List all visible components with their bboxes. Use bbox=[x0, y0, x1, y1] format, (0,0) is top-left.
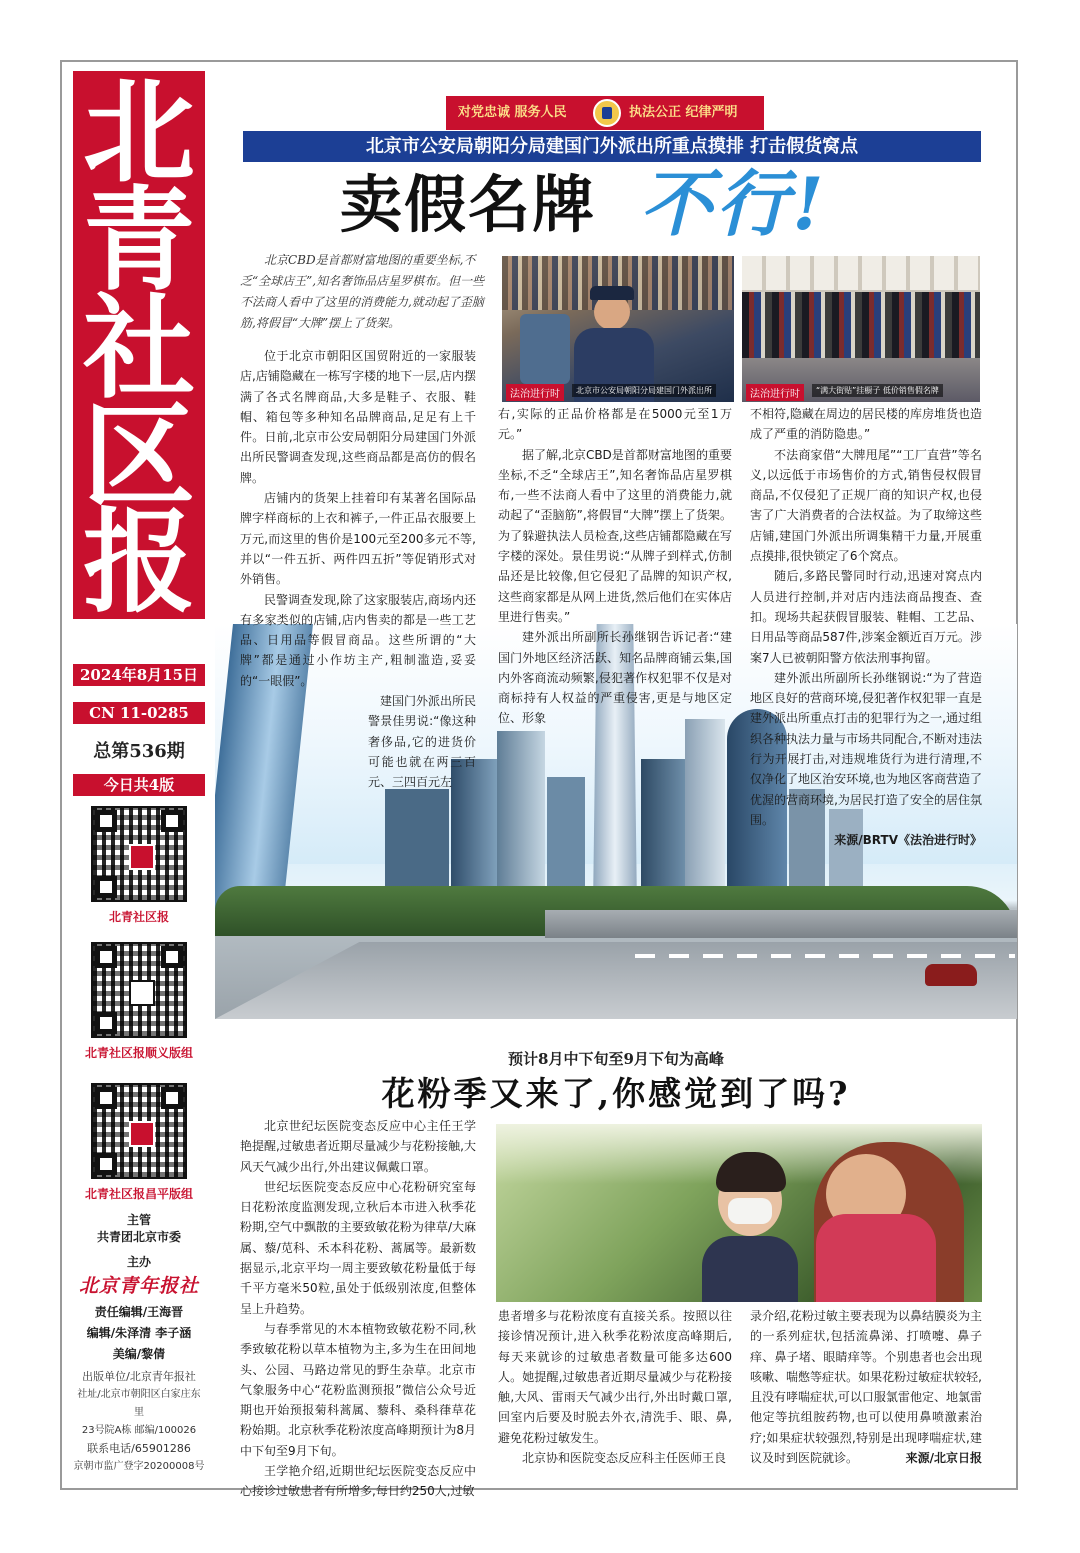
supervisor-label: 主管 bbox=[126, 1213, 151, 1227]
cn-number: CN 11-0285 bbox=[73, 702, 205, 724]
masthead-logo bbox=[73, 67, 205, 628]
clothing-store-photo bbox=[742, 256, 980, 402]
qr-block bbox=[73, 1083, 205, 1202]
pollen-column-2 bbox=[498, 1306, 732, 1468]
paragraph: 患者增多与花粉浓度有直接关系。按照以往接诊情况预计,进入秋季花粉浓度高峰期后,每天来就诊的过敏患者数量可能多达600人。她提醒,过敏患者近期尽量减少与花粉接触,大风、雷雨天气减少出行,外出时戴口罩,回室内后要及时脱去外衣,清洗手、眼、鼻,避免花粉过敏发生。 bbox=[498, 1309, 732, 1445]
qr-code[interactable] bbox=[91, 1083, 187, 1179]
paragraph: 建外派出所副所长孙继钢告诉记者:“建国门外地区经济活跃、知名品牌商铺云集,国内外客商流动频繁,侵犯著作权犯罪不仅是对商标持有人权益的严重侵害,更是与地区定位、形象 bbox=[498, 630, 732, 726]
police-banner bbox=[446, 96, 764, 130]
masthead-char: 区 bbox=[83, 391, 195, 522]
article-source: 来源/北京日报 bbox=[905, 1451, 982, 1466]
paragraph: 建国门外派出所民警景佳男说:“像这种奢侈品,它的进货价可能也就在两三百元、三四百元左 bbox=[368, 694, 477, 790]
masthead-char: 社 bbox=[83, 283, 195, 414]
photo-tag: 法治进行时 bbox=[506, 384, 564, 401]
paragraph: 建外派出所副所长孙继钢说:“为了营造地区良好的营商环境,侵犯著作权犯罪一直是建外派出所重点打击的犯罪行为之一,通过组织各种执法力量与市场共同配合,不断对违法行为开展打击,对违规堆货行为进行清理,不仅净化了地区治安环境,也为地区客商营造了优渥的营商环境,为居民打造了安全的居住氛围。 bbox=[750, 670, 982, 827]
issue-date: 2024年8月15日 bbox=[73, 664, 205, 686]
license: 京朝市监广登字20200008号 bbox=[73, 1461, 205, 1472]
paragraph: 北京世纪坛医院变态反应中心主任王学艳提醒,过敏患者近期尽量减少与花粉接触,大风天气减少出行,外出建议佩戴口罩。 bbox=[240, 1119, 476, 1174]
banner-slogan-left: 对党忠诚 服务人民 bbox=[458, 105, 567, 120]
qr-block bbox=[73, 806, 205, 925]
address-line: 23号院A栋 邮编/100026 bbox=[81, 1425, 197, 1436]
phone: 联系电话/65901286 bbox=[87, 1442, 191, 1455]
paragraph: 不法商家借“大牌甩尾”“工厂直营”等名义,以远低于市场售价的方式,销售侵权假冒商品,不仅侵犯了正规厂商的知识产权,也侵害了广大消费者的合法权益。为了取缔这些店铺,建国门外派出所调集精干力量,开展重点摸排,很快锁定了6个窝点。 bbox=[750, 447, 982, 564]
paragraph: 与春季常见的木本植物致敏花粉不同,秋季致敏花粉以草本植物为主,多为生在田间地头、公园、马路边常见的野生杂草。北京市气象服务中心“花粉监测预报”微信公众号近期也开始预报菊科蒿属、藜科、桑科葎草花粉始期。北京秋季花粉浓度高峰期预计为8月中下旬至9月下旬。 bbox=[240, 1321, 476, 1458]
paragraph: 世纪坛医院变态反应中心花粉研究室每日花粉浓度监测发现,立秋后本市进入秋季花粉期,空气中飘散的主要致敏花粉为律草/大麻属、藜/苋科、禾本科花粉、蒿属等。最新数据显示,北京平均一周主要致敏花粉量低于每千平方毫米50粒,虽处于低级别浓度,但整体呈上升趋势。 bbox=[240, 1179, 476, 1316]
qr-caption: 北青社区报昌平版组 bbox=[84, 1187, 193, 1201]
paragraph: 据了解,北京CBD是首都财富地图的重要坐标,不乏“全球店王”,知名奢饰品店星罗棋布,一些不法商人看中了这里的消费能力,就动起了“歪脑筋”,将假冒“大牌”摆上了货架。为了躲避执法人员检查,这些店铺都隐藏在写字楼的深处。景佳男说:“从牌子到样式,仿制品还是比较像,但它侵犯了品牌的知识产权,这些商家都是从网上进货,然后他们在实体店里进行售卖。” bbox=[498, 447, 732, 624]
editors: 编辑/朱泽清 李子涵 bbox=[86, 1326, 192, 1340]
paragraph: 位于北京市朝阳区国贸附近的一家服装店,店铺隐藏在一栋写字楼的地下一层,店内摆满了各式名牌商品,大多是鞋子、衣服、鞋帽、箱包等多种知名品牌商品,足足有上千件。日前,北京市公安局朝阳分局建国门外派出所民警调查发现,这些商品都是高仿的假名牌。 bbox=[240, 349, 476, 485]
masthead-char: 青 bbox=[83, 175, 195, 306]
police-inspection-photo bbox=[502, 256, 734, 402]
paragraph: 北京协和医院变态反应科主任医师王良 bbox=[522, 1451, 727, 1466]
police-badge-icon bbox=[593, 99, 621, 127]
sponsor-logo: 北京青年报社 bbox=[78, 1275, 199, 1297]
masthead-char: 报 bbox=[83, 497, 195, 628]
headline-blue: 不行! bbox=[640, 161, 828, 246]
pollen-column-1 bbox=[240, 1116, 476, 1502]
address-line: 社址/北京市朝阳区白家庄东里 bbox=[77, 1389, 201, 1418]
designer: 美编/黎倩 bbox=[112, 1347, 166, 1361]
paragraph: 随后,多路民警同时行动,迅速对窝点内人员进行控制,并对店内违法商品搜查、查扣。现场共起获假冒服装、鞋帽、工艺品、日用品等商品587件,涉案金额近百万元。涉案7人已被朝阳警方依法刑事拘留。 bbox=[750, 569, 982, 665]
paragraph: 不相符,隐藏在周边的居民楼的库房堆货也造成了严重的消防隐患。” bbox=[750, 407, 982, 442]
credits bbox=[73, 1212, 205, 1476]
qr-caption: 北青社区报 bbox=[108, 910, 169, 924]
article-intro: 北京CBD是首都财富地图的重要坐标,不乏“全球店王”,知名奢饰品店星罗棋布。但一些不法商人看中了这里的消费能力,就动起了歪脑筋,将假冒“大牌”摆上了货架。 bbox=[240, 253, 485, 330]
qr-code[interactable] bbox=[91, 806, 187, 902]
paragraph: 民警调查发现,除了这家服装店,商场内还有多家类似的店铺,店内售卖的都是一些工艺品、日用品等假冒商品。这些所谓的“大牌”都是通过小作坊主产,粗制滥造,妥妥的“一眼假”。 bbox=[240, 592, 476, 688]
paragraph: 录介绍,花粉过敏主要表现为以鼻结膜炎为主的一系列症状,包括流鼻涕、打喷嚏、鼻子痒、鼻子堵、眼睛痒等。个别患者也会出现咳嗽、喘憋等症状。如果花粉过敏症状较轻,且没有哮喘症状,可以口服氯雷他定、地氯雷他定等抗组胺药物,也可以使用鼻喷激素治疗;如果症状较强烈,特别是出现哮喘症状,建议及时到医院就诊。 bbox=[750, 1309, 982, 1466]
paragraph: 王学艳介绍,近期世纪坛医院变态反应中心接诊过敏患者有所增多,每日约250人,过敏 bbox=[240, 1464, 476, 1499]
pollen-title: 花粉季又来了,你感觉到了吗? bbox=[381, 1074, 851, 1113]
article-subhead: 北京市公安局朝阳分局建国门外派出所重点摸排 打击假货窝点 bbox=[243, 131, 981, 162]
issue-number: 总第536期 bbox=[93, 741, 185, 762]
article-column-3 bbox=[750, 404, 982, 851]
paragraph: 店铺内的货架上挂着印有某著名国际品牌字样商标的上衣和裤子,一件正品衣服要上万元,而这里的售价是100元至200多元不等,并以“一件五折、两件四五折”等促销形式对外销售。 bbox=[240, 491, 476, 587]
headline-black: 卖假名牌 bbox=[340, 168, 597, 241]
pollen-column-3 bbox=[750, 1306, 982, 1469]
editor-in-charge: 责任编辑/王海晋 bbox=[94, 1305, 184, 1319]
page-count: 今日共4版 bbox=[73, 774, 205, 796]
banner-slogan-right: 执法公正 纪律严明 bbox=[629, 105, 738, 120]
photo-tag: 法治进行时 bbox=[746, 384, 804, 401]
article-source: 来源/BRTV《法治进行时》 bbox=[834, 833, 982, 848]
supervisor: 共青团北京市委 bbox=[96, 1230, 181, 1244]
article-column-1 bbox=[240, 346, 476, 793]
article-column-2 bbox=[498, 404, 732, 729]
photo-caption: 北京市公安局朝阳分局建国门外派出所 bbox=[572, 384, 716, 397]
qr-caption: 北青社区报顺义版组 bbox=[84, 1046, 193, 1060]
qr-block bbox=[73, 942, 205, 1061]
masthead-char: 北 bbox=[83, 67, 195, 198]
sponsor-label: 主办 bbox=[126, 1255, 151, 1269]
photo-caption: “满大街贴”挂橱子 低价销售假名牌 bbox=[812, 384, 943, 397]
qr-code[interactable] bbox=[91, 942, 187, 1038]
paragraph: 右,实际的正品价格都是在5000元至1万元。” bbox=[498, 407, 732, 442]
publisher: 出版单位/北京青年报社 bbox=[82, 1370, 196, 1383]
child-mask-photo bbox=[496, 1124, 982, 1302]
pollen-kicker: 预计8月中下旬至9月下旬为高峰 bbox=[508, 1050, 724, 1068]
